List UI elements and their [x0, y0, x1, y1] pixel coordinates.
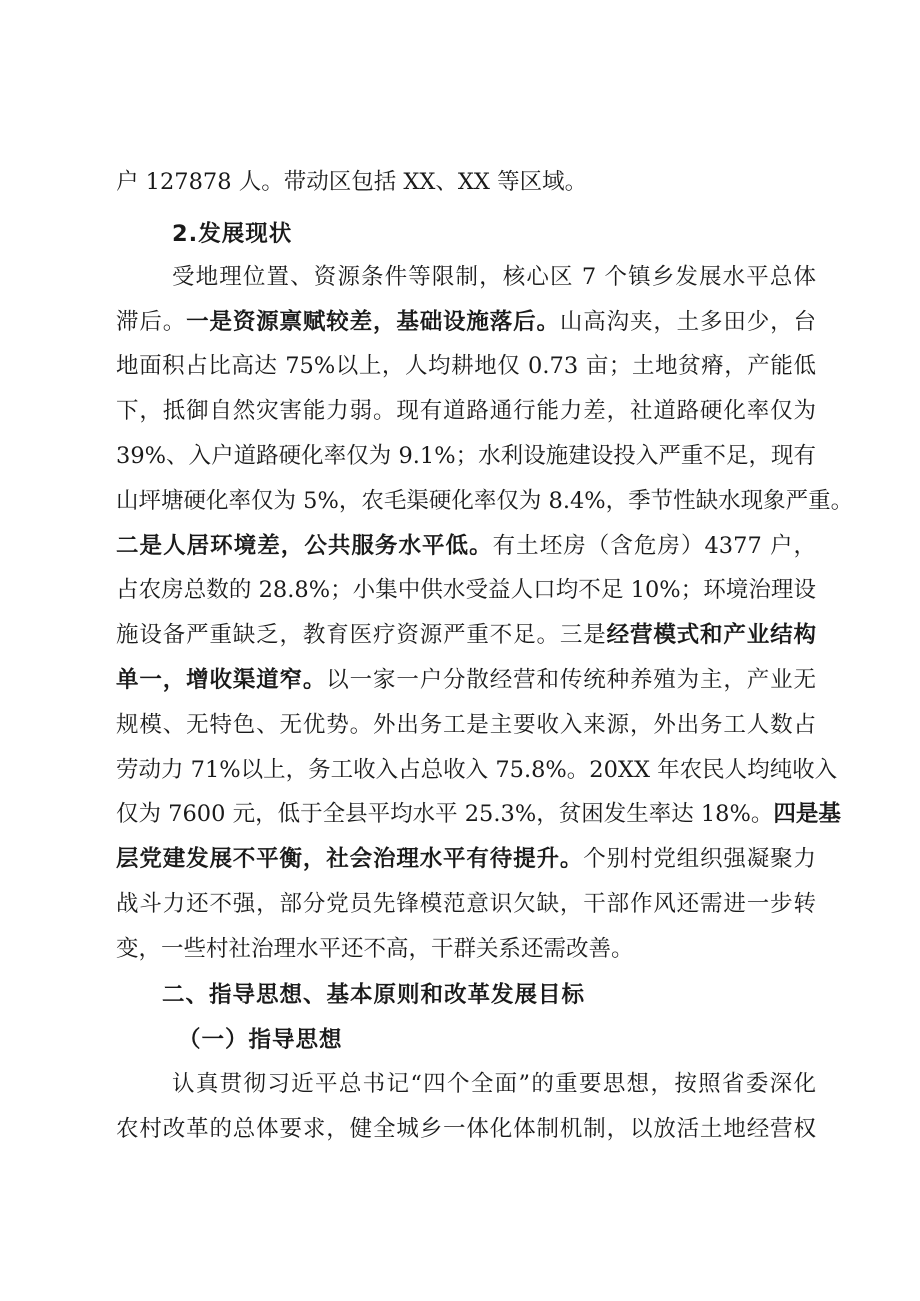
bold-text-run: 四是基 — [773, 801, 841, 827]
text-line — [116, 439, 816, 473]
text-line — [116, 165, 816, 199]
text-run: 以一家一户分散经营和传统种养殖为主，产业无 — [326, 667, 816, 693]
text-line — [116, 1112, 816, 1146]
text-line — [172, 260, 816, 294]
text-run: 规模、无特色、无优势。外出务工是主要收入来源，外出务工人数占 — [116, 712, 816, 738]
text-run: 个别村党组织强凝聚力 — [583, 846, 816, 872]
text-line — [172, 1067, 816, 1101]
text-line — [116, 663, 816, 697]
text-line — [116, 529, 816, 563]
text-run: 认真贯彻习近平总书记“四个全面”的重要思想，按照省委深化 — [172, 1071, 816, 1097]
text-run: 农村改革的总体要求，健全城乡一体化体制机制，以放活土地经营权 — [116, 1116, 816, 1142]
text-run: 占农房总数的 28.8%；小集中供水受益人口均不足 10%；环境治理设 — [116, 577, 816, 603]
text-line — [116, 394, 816, 428]
subsection-heading-guiding-thought: （一）指导思想 — [178, 1027, 343, 1053]
section-heading-development-status: 2.发展现状 — [172, 221, 293, 247]
text-line — [116, 305, 816, 339]
text-line — [116, 573, 816, 607]
text-run: 39%、入户道路硬化率仅为 9.1%；水利设施建设投入严重不足，现有 — [116, 443, 816, 469]
text-line — [116, 349, 816, 383]
text-run: 有土坯房（含危房）4377 户， — [492, 533, 816, 559]
text-line — [116, 618, 816, 652]
text-line — [116, 753, 838, 787]
text-run: 劳动力 71%以上，务工收入占总收入 75.8%。20XX 年农民人均纯收入 — [116, 757, 838, 783]
bold-text-run: 层党建发展不平衡，社会治理水平有待提升。 — [116, 846, 584, 872]
text-run: 仅为 7600 元，低于全县平均水平 25.3%，贫困发生率达 18%。 — [116, 801, 774, 827]
text-line — [116, 932, 816, 966]
text-line — [116, 797, 841, 831]
bold-text-run: 经营模式和产业结构 — [606, 622, 816, 648]
text-run: 山坪塘硬化率仅为 5%，农毛渠硬化率仅为 8.4%，季节性缺水现象严重。 — [116, 488, 854, 514]
text-run: 施设备严重缺乏，教育医疗资源严重不足。三是 — [116, 622, 607, 648]
text-run: 滞后。 — [116, 309, 187, 335]
text-run: 受地理位置、资源条件等限制，核心区 7 个镇乡发展水平总体 — [172, 264, 816, 290]
text-run: 下，抵御自然灾害能力弱。现有道路通行能力差，社道路硬化率仅为 — [116, 398, 816, 424]
text-run: 地面积占比高达 75%以上，人均耕地仅 0.73 亩；土地贫瘠，产能低 — [116, 353, 816, 379]
text-run: 户 127878 人。带动区包括 XX、XX 等区域。 — [116, 169, 588, 195]
text-line — [116, 484, 854, 518]
text-run: 山高沟夹，土多田少，台 — [559, 309, 816, 335]
text-run: 战斗力还不强，部分党员先锋模范意识欠缺，干部作风还需进一步转 — [116, 891, 816, 917]
text-line — [116, 887, 816, 921]
bold-text-run: 一是资源禀赋较差，基础设施落后。 — [186, 309, 560, 335]
text-line — [116, 708, 816, 742]
bold-text-run: 二是人居环境差，公共服务水平低。 — [116, 533, 493, 559]
bold-text-run: 单一，增收渠道窄。 — [116, 667, 327, 693]
section-heading-guiding-principles: 二、指导思想、基本原则和改革发展目标 — [162, 982, 586, 1008]
text-run: 变，一些村社治理水平还不高，干群关系还需改善。 — [116, 936, 634, 962]
text-line — [116, 842, 816, 876]
